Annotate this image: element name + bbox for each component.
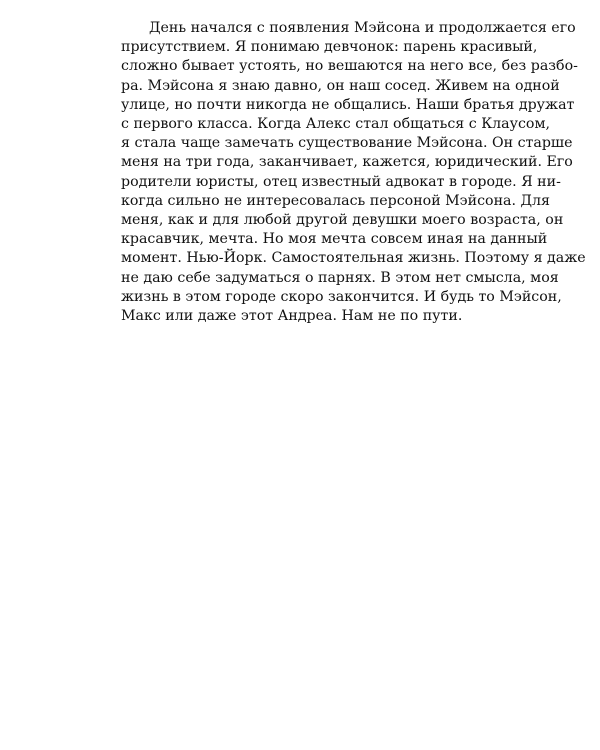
text-line: Макс или даже этот Андреа. Нам не по пути. <box>121 308 463 325</box>
text-line: ра. Мэйсона я знаю давно, он наш сосед. Живем на одной <box>121 77 560 94</box>
text-line: сложно бывает устоять, но вешаются на него все, без разбо- <box>121 58 578 75</box>
text-line: не даю себе задуматься о парнях. В этом нет смысла, моя <box>121 269 559 286</box>
text-line: момент. Нью-Йорк. Самостоятельная жизнь. Поэтому я даже <box>121 250 586 267</box>
text-line: улице, но почти никогда не общались. Наши братья дружат <box>121 96 575 113</box>
text-line: с первого класса. Когда Алекс стал общаться с Клаусом, <box>121 116 551 133</box>
text-line: меня на три года, заканчивает, кажется, юридический. Его <box>121 154 573 171</box>
text-line: родители юристы, отец известный адвокат в городе. Я ни- <box>121 173 561 190</box>
text-line: жизнь в этом городе скоро закончится. И будь то Мэйсон, <box>121 288 562 305</box>
body-paragraph <box>121 19 586 326</box>
text-line: День начался с появления Мэйсона и продолжается его <box>149 20 576 36</box>
text-line: когда сильно не интересовалась персоной Мэйсона. Для <box>121 192 551 209</box>
text-line: я стала чаще замечать существование Мэйсона. Он старше <box>121 135 573 152</box>
text-line: меня, как и для любой другой девушки моего возраста, он <box>121 212 564 229</box>
text-line: присутствием. Я понимаю девчонок: парень красивый, <box>121 39 538 56</box>
text-line: красавчик, мечта. Но моя мечта совсем иная на данный <box>121 231 548 248</box>
